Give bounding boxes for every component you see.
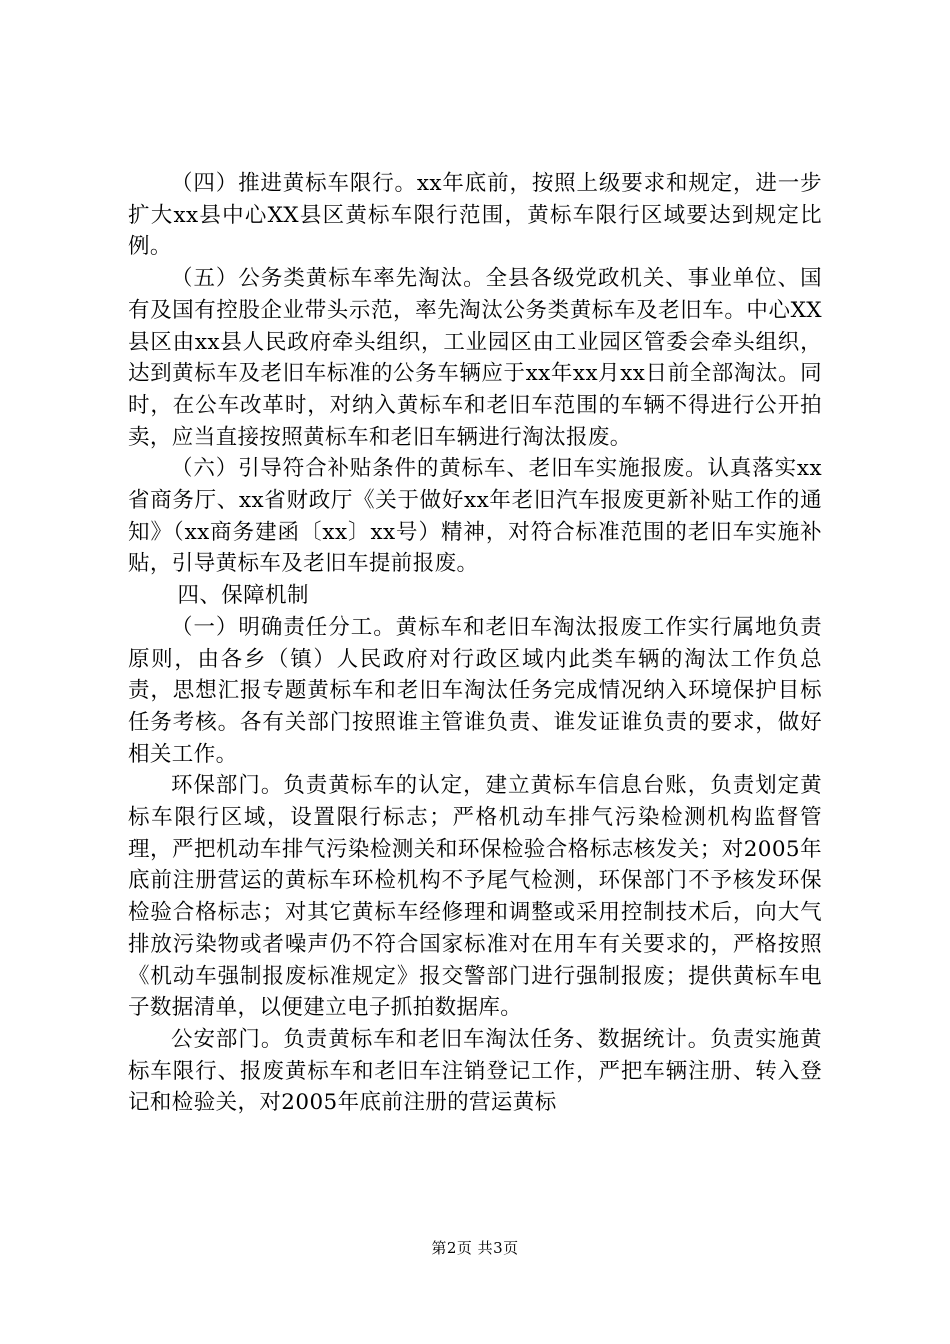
paragraph-item-4: （四）推进黄标车限行。xx年底前，按照上级要求和规定，进一步扩大xx县中心XX县区黄标车限行范围，黄标车限行区域要达到规定比例。 (128, 171, 822, 260)
page-number-footer: 第2页 共3页 (431, 1239, 519, 1257)
paragraph-item-6: （六）引导符合补贴条件的黄标车、老旧车实施报废。认真落实xx省商务厅、xx省财政厅《关于做好xx年老旧汽车报废更新补贴工作的通知》（xx商务建函〔xx〕xx号）精神，对符合标准范围的老旧车实施补贴，引导黄标车及老旧车提前报废。 (128, 456, 822, 577)
section-heading-guarantee: 四、保障机制 (177, 583, 309, 609)
paragraph-item-5: （五）公务类黄标车率先淘汰。全县各级党政机关、事业单位、国有及国有控股企业带头示范，率先淘汰公务类黄标车及老旧车。中心XX县区由xx县人民政府牵头组织，工业园区由工业园区管委会牵头组织，达到黄标车及老旧车标准的公务车辆应于xx年xx月xx日前全部淘汰。同时，在公车改革时，对纳入黄标车和老旧车范围的车辆不得进行公开拍卖，应当直接按照黄标车和老旧车辆进行淘汰报废。 (128, 266, 822, 450)
paragraph-duty-division: （一）明确责任分工。黄标车和老旧车淘汰报废工作实行属地负责原则，由各乡（镇）人民政府对行政区域内此类车辆的淘汰工作负总责，思想汇报专题黄标车和老旧车淘汰任务完成情况纳入环境保护目标任务考核。各有关部门按照谁主管谁负责、谁发证谁负责的要求，做好相关工作。 (128, 614, 822, 767)
paragraph-public-security-dept: 公安部门。负责黄标车和老旧车淘汰任务、数据统计。负责实施黄标车限行、报废黄标车和老旧车注销登记工作，严把车辆注册、转入登记和检验关，对2005年底前注册的营运黄标 (128, 1026, 822, 1116)
paragraph-environmental-dept: 环保部门。负责黄标车的认定，建立黄标车信息台账，负责划定黄标车限行区域，设置限行标志；严格机动车排气污染检测机构监督管理，严把机动车排气污染检测关和环保检验合格标志核发关；对2005年底前注册营运的黄标车环检机构不予尾气检测，环保部门不予核发环保检验合格标志；对其它黄标车经修理和调整或采用控制技术后，向大气排放污染物或者噪声仍不符合国家标准对在用车有关要求的，严格按照《机动车强制报废标准规定》报交警部门进行强制报废；提供黄标车电子数据清单，以便建立电子抓拍数据库。 (128, 773, 822, 1021)
document-body (128, 168, 822, 1119)
